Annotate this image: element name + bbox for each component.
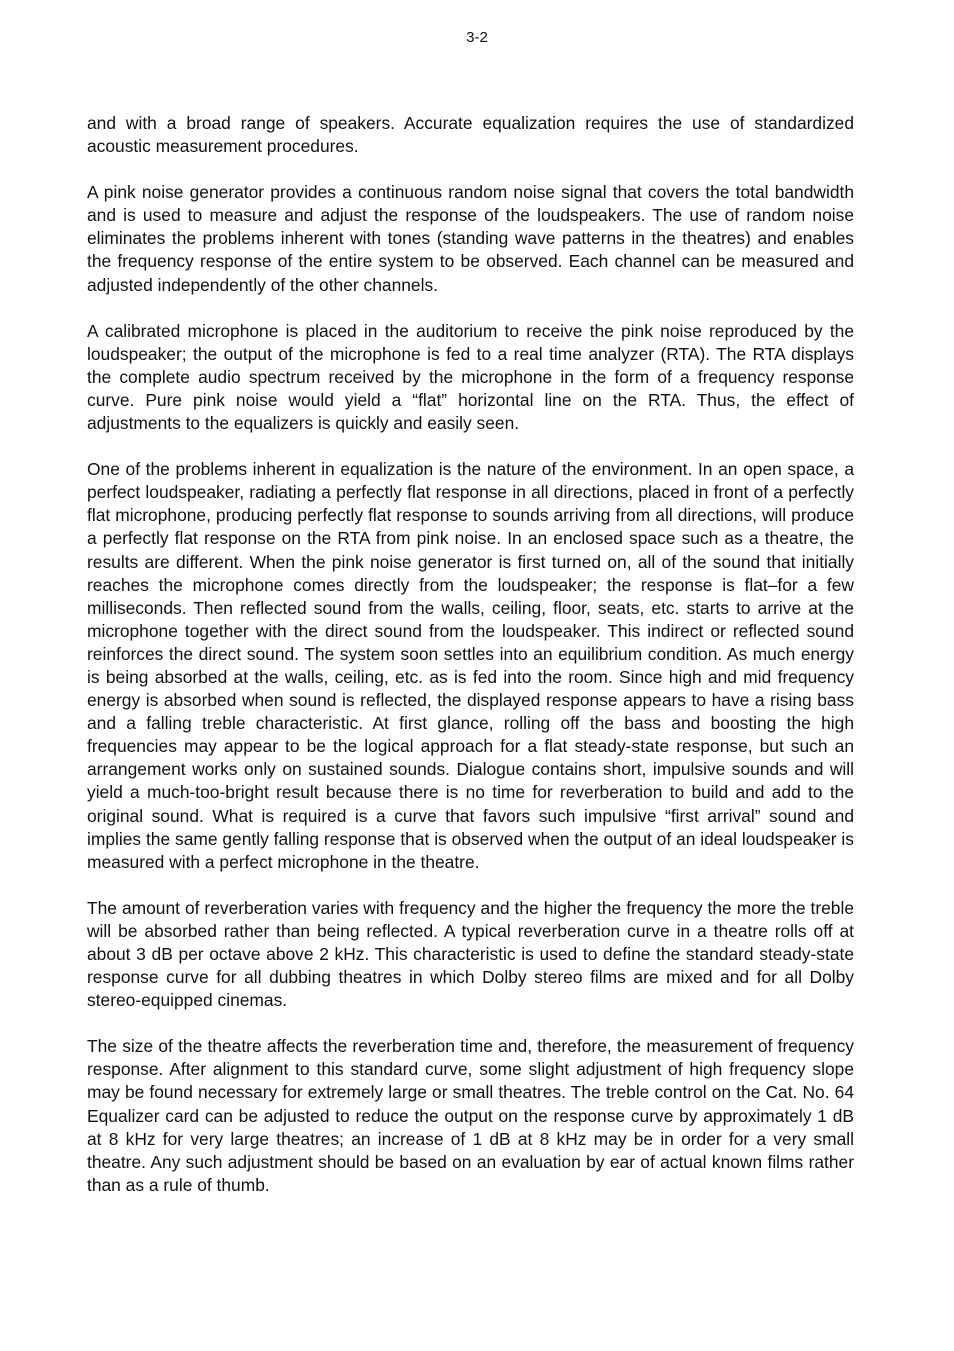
document-body [87,112,854,1220]
paragraph-5: The amount of reverberation varies with frequency and the higher the frequency the more the treble will be absorbed rather than being reflected. A typical reverberation curve in a theatre rolls off at about 3 dB per octave above 2 kHz. This characteristic is used to define the standard steady-state response curve for all dubbing theatres in which Dolby stereo films are mixed and for all Dolby stereo-equipped cinemas. [87,897,854,1011]
paragraph-2: A pink noise generator provides a continuous random noise signal that covers the total bandwidth and is used to measure and adjust the response of the loudspeakers. The use of random noise eliminates the problems inherent with tones (standing wave patterns in the theatres) and enables the frequency response of the entire system to be observed. Each channel can be measured and adjusted independently of the other channels. [87,182,854,295]
paragraph-1: and with a broad range of speakers. Accurate equalization requires the use of standardized acoustic measurement procedures. [87,113,854,157]
page-number: 3-2 [466,29,488,46]
paragraph-6: The size of the theatre affects the reverberation time and, therefore, the measurement of frequency response. After alignment to this standard curve, some slight adjustment of high frequency slope may be found necessary for extremely large or small theatres. The treble control on the Cat. No. 64 Equalizer card can be adjusted to reduce the output on the response curve by approximately 1 dB at 8 kHz for very large theatres; an increase of 1 dB at 8 kHz may be in order for a very small theatre. Any such adjustment should be based on an evaluation by ear of actual known films rather than as a rule of thumb. [87,1036,854,1195]
paragraph-3: A calibrated microphone is placed in the auditorium to receive the pink noise reproduced by the loudspeaker; the output of the microphone is fed to a real time analyzer (RTA). The RTA displays the complete audio spectrum received by the microphone in the form of a frequency response curve. Pure pink noise would yield a “flat” horizontal line on the RTA. Thus, the effect of adjustments to the equalizers is quickly and easily seen. [87,320,854,434]
paragraph-4: One of the problems inherent in equalization is the nature of the environment. In an open space, a perfect loudspeaker, radiating a perfectly flat response in all directions, placed in front of a perfectly flat microphone, producing perfectly flat response to sounds arriving from all directions, will produce a perfectly flat response on the RTA from pink noise. In an enclosed space such as a theatre, the results are different. When the pink noise generator is first turned on, all of the sound that initially reaches the microphone comes directly from the loudspeaker; the response is flat–for a few milliseconds. Then reflected sound from the walls, ceiling, floor, seats, etc. starts to arrive at the microphone together with the direct sound from the loudspeaker. This indirect or reflected sound reinforces the direct sound. The system soon settles into an equilibrium condition. As much energy is being absorbed at the walls, ceiling, etc. as is fed into the room. Since high and mid frequency energy is absorbed when sound is reflected, the displayed response appears to have a rising bass and a falling treble characteristic. At first glance, rolling off the bass and boosting the high frequencies may appear to be the logical approach for a flat steady-state response, but such an arrangement works only on sustained sounds. Dialogue contains short, impulsive sounds and will yield a much-too-bright result because there is no time for reverberation to build and add to the original sound. What is required is a curve that favors such impulsive “first arrival” sound and implies the same gently falling response that is observed when the output of an ideal loudspeaker is measured with a perfect microphone in the theatre. [87,459,854,872]
